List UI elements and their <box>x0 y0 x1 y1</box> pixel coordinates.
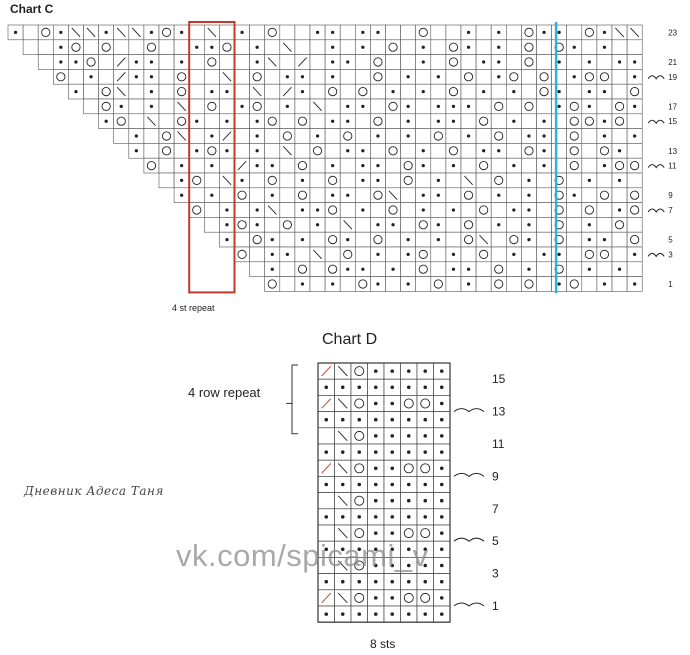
purl-symbol <box>440 483 444 487</box>
purl-symbol <box>423 434 427 438</box>
purl-symbol <box>390 499 394 503</box>
purl-symbol <box>423 386 427 390</box>
purl-symbol <box>324 483 328 487</box>
purl-symbol <box>341 386 345 390</box>
purl-symbol <box>390 531 394 535</box>
purl-symbol <box>374 612 378 616</box>
purl-symbol <box>390 402 394 406</box>
purl-symbol <box>423 418 427 422</box>
purl-symbol <box>341 515 345 519</box>
purl-symbol <box>407 612 411 616</box>
purl-symbol <box>390 515 394 519</box>
row-label: 9 <box>668 191 673 201</box>
grid-cell <box>401 460 418 476</box>
purl-symbol <box>407 499 411 503</box>
purl-symbol <box>423 369 427 373</box>
purl-symbol <box>390 596 394 600</box>
purl-symbol <box>374 386 378 390</box>
purl-symbol <box>440 467 444 471</box>
chart-d-sts-label: 8 sts <box>370 637 396 651</box>
row-label: 13 <box>668 146 678 156</box>
row-label: 19 <box>668 72 678 82</box>
purl-symbol <box>390 434 394 438</box>
purl-symbol <box>374 402 378 406</box>
row-label: 11 <box>668 161 677 171</box>
purl-symbol <box>390 386 394 390</box>
grid-cell <box>351 460 368 476</box>
purl-symbol <box>374 434 378 438</box>
purl-symbol <box>374 531 378 535</box>
row-label: 1 <box>492 599 499 613</box>
row-label: 21 <box>668 58 678 67</box>
row-label: 11 <box>492 437 505 451</box>
purl-symbol <box>341 450 345 454</box>
purl-symbol <box>440 499 444 503</box>
purl-symbol <box>440 386 444 390</box>
purl-symbol <box>324 386 328 390</box>
purl-symbol <box>374 515 378 519</box>
purl-symbol <box>324 580 328 584</box>
purl-symbol <box>407 434 411 438</box>
purl-symbol <box>341 418 345 422</box>
row-label: 5 <box>668 235 673 245</box>
purl-symbol <box>440 434 444 438</box>
grid-cell <box>351 395 368 411</box>
row-label: 15 <box>492 372 506 387</box>
purl-symbol <box>440 612 444 616</box>
purl-symbol <box>357 483 361 487</box>
purl-symbol <box>440 531 444 535</box>
purl-symbol <box>407 369 411 373</box>
purl-symbol <box>324 418 328 422</box>
row-label: 7 <box>492 501 499 516</box>
purl-symbol <box>407 450 411 454</box>
purl-symbol <box>390 612 394 616</box>
row-label: 3 <box>492 566 499 581</box>
purl-symbol <box>440 402 444 406</box>
row-label: 9 <box>492 469 499 484</box>
repeat-bracket <box>292 365 298 434</box>
row-label: 17 <box>668 102 678 112</box>
purl-symbol <box>357 612 361 616</box>
purl-symbol <box>440 418 444 422</box>
purl-symbol <box>324 515 328 519</box>
purl-symbol <box>440 596 444 600</box>
purl-symbol <box>423 483 427 487</box>
grid-cell <box>351 428 368 444</box>
purl-symbol <box>357 386 361 390</box>
purl-symbol <box>407 580 411 584</box>
row-label: 5 <box>492 534 499 549</box>
purl-symbol <box>407 386 411 390</box>
purl-symbol <box>390 450 394 454</box>
chart-c-title: Chart C <box>10 2 54 16</box>
row-label: 23 <box>668 28 678 38</box>
purl-symbol <box>374 483 378 487</box>
purl-symbol <box>341 580 345 584</box>
row-label: 7 <box>668 206 673 215</box>
purl-symbol <box>407 515 411 519</box>
purl-symbol <box>374 418 378 422</box>
purl-symbol <box>407 418 411 422</box>
purl-symbol <box>440 450 444 454</box>
purl-symbol <box>423 515 427 519</box>
grid-cell <box>318 428 335 444</box>
purl-symbol <box>423 499 427 503</box>
wave-symbol <box>454 473 484 476</box>
purl-symbol <box>341 612 345 616</box>
signature: Дневник Адеса Таня <box>24 484 164 498</box>
purl-symbol <box>374 580 378 584</box>
purl-symbol <box>374 596 378 600</box>
purl-symbol <box>374 450 378 454</box>
purl-symbol <box>341 483 345 487</box>
purl-symbol <box>357 515 361 519</box>
purl-symbol <box>374 369 378 373</box>
purl-symbol <box>440 580 444 584</box>
grid-cell <box>351 590 368 606</box>
grid-cell <box>417 460 434 476</box>
purl-symbol <box>357 450 361 454</box>
purl-symbol <box>440 515 444 519</box>
purl-symbol <box>374 467 378 471</box>
purl-symbol <box>357 580 361 584</box>
purl-symbol <box>374 499 378 503</box>
grid-cell <box>318 493 335 509</box>
purl-symbol <box>390 369 394 373</box>
purl-symbol <box>423 450 427 454</box>
grid-cell <box>351 363 368 379</box>
chart-c-repeat-label: 4 st repeat <box>172 303 215 313</box>
grid-cell <box>401 590 418 606</box>
row-label: 1 <box>668 280 673 289</box>
purl-symbol <box>423 580 427 584</box>
row-label: 3 <box>668 250 673 260</box>
grid-cell <box>401 395 418 411</box>
grid-cell <box>417 590 434 606</box>
purl-symbol <box>357 418 361 422</box>
purl-symbol <box>390 483 394 487</box>
purl-symbol <box>440 369 444 373</box>
grid-cell <box>351 493 368 509</box>
purl-symbol <box>324 450 328 454</box>
purl-symbol <box>390 418 394 422</box>
chart-d-title: Chart D <box>322 331 378 348</box>
grid-cell <box>417 395 434 411</box>
row-label: 13 <box>492 404 506 419</box>
purl-symbol <box>440 564 444 568</box>
purl-symbol <box>407 483 411 487</box>
wave-symbol <box>454 603 484 606</box>
purl-symbol <box>440 548 444 552</box>
wave-symbol <box>454 409 484 412</box>
purl-symbol <box>390 467 394 471</box>
row-label: 15 <box>668 117 678 127</box>
purl-symbol <box>423 612 427 616</box>
wave-symbol <box>454 538 484 541</box>
chart-d-repeat-label: 4 row repeat <box>188 385 261 400</box>
purl-symbol <box>324 612 328 616</box>
watermark: vk.com/spicami_v <box>176 538 429 573</box>
purl-symbol <box>390 580 394 584</box>
